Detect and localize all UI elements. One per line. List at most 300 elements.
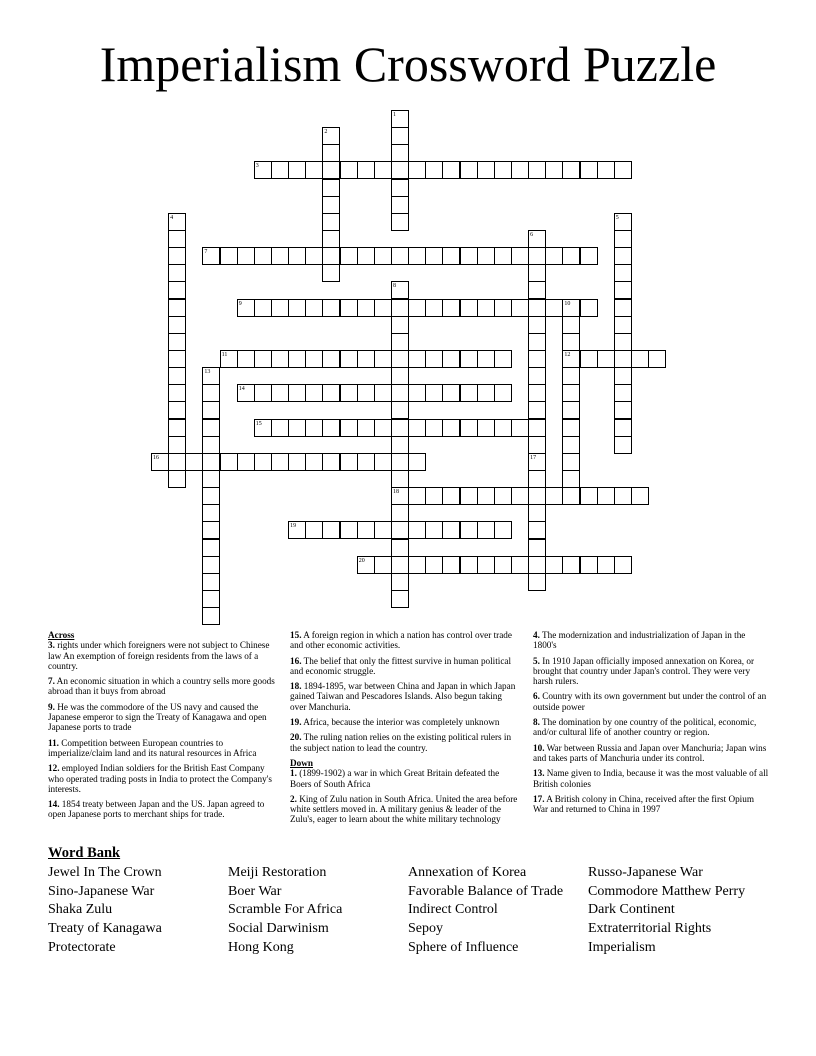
grid-cell[interactable]: [494, 384, 512, 402]
grid-cell[interactable]: [374, 521, 392, 539]
grid-cell[interactable]: [340, 521, 358, 539]
grid-cell[interactable]: [391, 384, 409, 402]
grid-cell[interactable]: [528, 453, 546, 471]
clues-column-3: [533, 630, 769, 819]
grid-cell[interactable]: [562, 247, 580, 265]
grid-cell[interactable]: [374, 453, 392, 471]
grid-cell[interactable]: [202, 419, 220, 437]
grid-cell[interactable]: [460, 487, 478, 505]
grid-cell[interactable]: [254, 350, 272, 368]
grid-cell[interactable]: [425, 384, 443, 402]
grid-cell[interactable]: [477, 384, 495, 402]
grid-cell[interactable]: [202, 436, 220, 454]
grid-cell[interactable]: [254, 247, 272, 265]
grid-cell[interactable]: [614, 367, 632, 385]
grid-cell[interactable]: [528, 281, 546, 299]
grid-cell[interactable]: [528, 401, 546, 419]
grid-cell[interactable]: [580, 556, 598, 574]
grid-cell[interactable]: [614, 556, 632, 574]
grid-cell[interactable]: [391, 127, 409, 145]
grid-cell[interactable]: [374, 161, 392, 179]
grid-cell[interactable]: [271, 384, 289, 402]
grid-cell[interactable]: [185, 453, 203, 471]
grid-cell[interactable]: [391, 367, 409, 385]
grid-cell[interactable]: [340, 419, 358, 437]
grid-cell[interactable]: [631, 350, 649, 368]
clue-across: [290, 681, 520, 712]
grid-cell[interactable]: [614, 487, 632, 505]
clue-down: [290, 794, 520, 825]
grid-cell[interactable]: [580, 161, 598, 179]
grid-cell[interactable]: [545, 299, 563, 317]
grid-cell[interactable]: [614, 213, 632, 231]
grid-cell[interactable]: [322, 350, 340, 368]
clue-number: 1.: [290, 768, 297, 779]
clue-down: [290, 768, 520, 789]
grid-cell[interactable]: [391, 213, 409, 231]
grid-cell[interactable]: [460, 161, 478, 179]
grid-cell[interactable]: [614, 350, 632, 368]
grid-cell[interactable]: [528, 350, 546, 368]
grid-cell[interactable]: [322, 196, 340, 214]
grid-cell[interactable]: [425, 556, 443, 574]
grid-cell[interactable]: [305, 247, 323, 265]
grid-cell[interactable]: [614, 281, 632, 299]
grid-cell[interactable]: [477, 161, 495, 179]
grid-cell[interactable]: [425, 419, 443, 437]
grid-cell[interactable]: [511, 247, 529, 265]
grid-cell[interactable]: [391, 161, 409, 179]
grid-cell[interactable]: [614, 247, 632, 265]
clue-text: He was the commodore of the US navy and caused the Japanese emperor to sign the Treaty of Kanagawa and open Japanese ports to trade: [48, 701, 267, 733]
grid-cell[interactable]: [511, 419, 529, 437]
grid-cell[interactable]: [288, 453, 306, 471]
grid-cell[interactable]: [340, 453, 358, 471]
grid-cell[interactable]: [305, 453, 323, 471]
grid-cell[interactable]: [357, 384, 375, 402]
grid-cell[interactable]: [202, 401, 220, 419]
grid-cell[interactable]: [220, 247, 238, 265]
grid-cell[interactable]: [494, 521, 512, 539]
grid-cell[interactable]: [597, 487, 615, 505]
grid-cell[interactable]: [460, 384, 478, 402]
grid-cell[interactable]: [425, 350, 443, 368]
grid-cell[interactable]: [562, 401, 580, 419]
grid-cell[interactable]: [528, 556, 546, 574]
grid-cell[interactable]: [442, 521, 460, 539]
grid-cell[interactable]: [322, 521, 340, 539]
grid-cell[interactable]: [391, 299, 409, 317]
grid-cell[interactable]: [340, 350, 358, 368]
grid-cell[interactable]: [357, 521, 375, 539]
grid-cell[interactable]: [305, 521, 323, 539]
grid-cell[interactable]: [288, 419, 306, 437]
grid-cell[interactable]: [477, 350, 495, 368]
grid-cell[interactable]: [168, 401, 186, 419]
grid-cell[interactable]: [357, 419, 375, 437]
grid-cell[interactable]: [374, 350, 392, 368]
grid-cell[interactable]: [528, 419, 546, 437]
grid-cell[interactable]: [425, 247, 443, 265]
grid-cell[interactable]: [220, 350, 238, 368]
grid-cell[interactable]: [528, 384, 546, 402]
grid-cell[interactable]: [168, 350, 186, 368]
grid-cell[interactable]: [322, 453, 340, 471]
grid-cell[interactable]: [391, 487, 409, 505]
grid-cell[interactable]: [202, 384, 220, 402]
grid-cell[interactable]: [220, 453, 238, 471]
grid-cell[interactable]: [271, 161, 289, 179]
word-bank-item: Russo-Japanese War: [588, 865, 703, 880]
grid-cell[interactable]: [322, 247, 340, 265]
grid-cell[interactable]: [168, 367, 186, 385]
grid-cell[interactable]: [614, 436, 632, 454]
grid-cell[interactable]: [511, 161, 529, 179]
grid-cell[interactable]: [357, 161, 375, 179]
grid-cell[interactable]: [305, 161, 323, 179]
grid-cell[interactable]: [374, 556, 392, 574]
grid-cell[interactable]: [425, 299, 443, 317]
grid-cell[interactable]: [202, 247, 220, 265]
clue-number: 8: [393, 283, 396, 290]
grid-cell[interactable]: [408, 161, 426, 179]
grid-cell[interactable]: [614, 161, 632, 179]
word-bank-item: Meiji Restoration: [228, 865, 327, 880]
grid-cell[interactable]: [562, 453, 580, 471]
grid-cell[interactable]: [391, 573, 409, 591]
grid-cell[interactable]: [391, 247, 409, 265]
grid-cell[interactable]: [442, 487, 460, 505]
grid-cell[interactable]: [322, 230, 340, 248]
grid-cell[interactable]: [408, 384, 426, 402]
word-bank-item: Sepoy: [408, 921, 443, 937]
grid-cell[interactable]: [477, 419, 495, 437]
grid-cell[interactable]: [460, 350, 478, 368]
grid-cell[interactable]: [477, 299, 495, 317]
grid-cell[interactable]: [648, 350, 666, 368]
grid-cell[interactable]: [511, 299, 529, 317]
grid-cell[interactable]: [305, 384, 323, 402]
grid-cell[interactable]: [562, 161, 580, 179]
grid-cell[interactable]: [322, 127, 340, 145]
grid-cell[interactable]: [202, 453, 220, 471]
grid-cell[interactable]: [528, 521, 546, 539]
grid-cell[interactable]: [528, 299, 546, 317]
grid-cell[interactable]: [202, 487, 220, 505]
grid-cell[interactable]: [271, 419, 289, 437]
grid-cell[interactable]: [168, 333, 186, 351]
clue-number: 19.: [290, 717, 302, 728]
grid-cell[interactable]: [528, 470, 546, 488]
grid-cell[interactable]: [494, 350, 512, 368]
grid-cell[interactable]: [408, 453, 426, 471]
grid-cell[interactable]: [545, 161, 563, 179]
clue-across: [290, 656, 520, 677]
grid-cell[interactable]: [254, 161, 272, 179]
grid-cell[interactable]: [340, 299, 358, 317]
grid-cell[interactable]: [562, 367, 580, 385]
grid-cell[interactable]: [391, 436, 409, 454]
grid-cell[interactable]: [237, 453, 255, 471]
grid-cell[interactable]: [460, 299, 478, 317]
clue-down: [533, 794, 769, 815]
grid-cell[interactable]: [202, 539, 220, 557]
clue-number: 12: [564, 352, 571, 358]
grid-cell[interactable]: [528, 573, 546, 591]
grid-cell[interactable]: [391, 333, 409, 351]
grid-cell[interactable]: [391, 590, 409, 608]
grid-cell[interactable]: [614, 384, 632, 402]
grid-cell[interactable]: [391, 556, 409, 574]
grid-cell[interactable]: [614, 419, 632, 437]
grid-cell[interactable]: [408, 350, 426, 368]
grid-cell[interactable]: [322, 213, 340, 231]
grid-cell[interactable]: [288, 161, 306, 179]
grid-cell[interactable]: [562, 419, 580, 437]
grid-cell[interactable]: [580, 247, 598, 265]
grid-cell[interactable]: [614, 316, 632, 334]
grid-cell[interactable]: [528, 539, 546, 557]
grid-cell[interactable]: [271, 247, 289, 265]
grid-cell[interactable]: [477, 487, 495, 505]
grid-cell[interactable]: [614, 264, 632, 282]
grid-cell[interactable]: [477, 556, 495, 574]
grid-cell[interactable]: [391, 110, 409, 128]
grid-cell[interactable]: [614, 333, 632, 351]
grid-cell[interactable]: [288, 299, 306, 317]
grid-cell[interactable]: [305, 350, 323, 368]
grid-cell[interactable]: [477, 247, 495, 265]
grid-cell[interactable]: [322, 179, 340, 197]
grid-cell[interactable]: [408, 521, 426, 539]
clue-text: rights under which foreigners were not subject to Chinese law An exemption of foreign residents from the laws of a country.: [48, 640, 270, 671]
grid-cell[interactable]: [391, 316, 409, 334]
grid-cell[interactable]: [528, 367, 546, 385]
grid-cell[interactable]: [614, 230, 632, 248]
clue-number: 5.: [533, 655, 540, 666]
grid-cell[interactable]: [288, 350, 306, 368]
grid-cell[interactable]: [202, 367, 220, 385]
grid-cell[interactable]: [168, 470, 186, 488]
grid-cell[interactable]: [442, 384, 460, 402]
grid-cell[interactable]: [254, 299, 272, 317]
grid-cell[interactable]: [322, 264, 340, 282]
grid-cell[interactable]: [168, 453, 186, 471]
grid-cell[interactable]: [168, 299, 186, 317]
grid-cell[interactable]: [494, 299, 512, 317]
grid-cell[interactable]: [168, 230, 186, 248]
grid-cell[interactable]: [494, 487, 512, 505]
grid-cell[interactable]: [580, 299, 598, 317]
grid-cell[interactable]: [528, 161, 546, 179]
grid-cell[interactable]: [340, 161, 358, 179]
grid-cell[interactable]: [580, 487, 598, 505]
clue-down: [533, 630, 769, 651]
grid-cell[interactable]: [168, 213, 186, 231]
grid-cell[interactable]: [528, 264, 546, 282]
clue-number: 13: [204, 369, 211, 376]
grid-cell[interactable]: [614, 299, 632, 317]
grid-cell[interactable]: [391, 470, 409, 488]
grid-cell[interactable]: [460, 247, 478, 265]
grid-cell[interactable]: [511, 487, 529, 505]
clue-text: A British colony in China, received after the first Opium War and returned to China in 1997: [533, 793, 754, 815]
grid-cell[interactable]: [580, 350, 598, 368]
grid-cell[interactable]: [597, 161, 615, 179]
grid-cell[interactable]: [528, 487, 546, 505]
grid-cell[interactable]: [408, 487, 426, 505]
grid-cell[interactable]: [374, 247, 392, 265]
grid-cell[interactable]: [528, 333, 546, 351]
grid-cell[interactable]: [168, 384, 186, 402]
grid-cell[interactable]: [322, 419, 340, 437]
grid-cell[interactable]: [374, 299, 392, 317]
grid-cell[interactable]: [528, 436, 546, 454]
grid-cell[interactable]: [202, 504, 220, 522]
grid-cell[interactable]: [562, 487, 580, 505]
grid-cell[interactable]: [202, 521, 220, 539]
grid-cell[interactable]: [374, 419, 392, 437]
grid-cell[interactable]: [202, 607, 220, 625]
grid-cell[interactable]: [357, 247, 375, 265]
grid-cell[interactable]: [528, 247, 546, 265]
grid-cell[interactable]: [340, 384, 358, 402]
grid-cell[interactable]: [460, 419, 478, 437]
grid-cell[interactable]: [357, 350, 375, 368]
grid-cell[interactable]: [322, 384, 340, 402]
grid-cell[interactable]: [460, 556, 478, 574]
clue-down: [533, 768, 769, 789]
grid-cell[interactable]: [442, 299, 460, 317]
grid-cell[interactable]: [357, 299, 375, 317]
grid-cell[interactable]: [408, 299, 426, 317]
grid-cell[interactable]: [237, 350, 255, 368]
grid-cell[interactable]: [391, 419, 409, 437]
grid-cell[interactable]: [254, 384, 272, 402]
clue-across: [48, 763, 282, 794]
grid-cell[interactable]: [391, 521, 409, 539]
grid-cell[interactable]: [528, 504, 546, 522]
grid-cell[interactable]: [271, 453, 289, 471]
grid-cell[interactable]: [237, 299, 255, 317]
grid-cell[interactable]: [254, 419, 272, 437]
grid-cell[interactable]: [288, 247, 306, 265]
clue-number: 4.: [533, 630, 540, 640]
grid-cell[interactable]: [460, 521, 478, 539]
clue-across: [48, 676, 282, 697]
grid-cell[interactable]: [391, 350, 409, 368]
grid-cell[interactable]: [202, 470, 220, 488]
grid-cell[interactable]: [425, 487, 443, 505]
grid-cell[interactable]: [562, 316, 580, 334]
grid-cell[interactable]: [562, 299, 580, 317]
grid-cell[interactable]: [614, 401, 632, 419]
grid-cell[interactable]: [357, 453, 375, 471]
grid-cell[interactable]: [391, 401, 409, 419]
grid-cell[interactable]: [391, 453, 409, 471]
grid-cell[interactable]: [494, 419, 512, 437]
grid-cell[interactable]: [237, 247, 255, 265]
clue-number: 17: [530, 454, 537, 461]
grid-cell[interactable]: [494, 247, 512, 265]
grid-cell[interactable]: [288, 521, 306, 539]
grid-cell[interactable]: [237, 384, 255, 402]
grid-cell[interactable]: [425, 161, 443, 179]
grid-cell[interactable]: [254, 453, 272, 471]
grid-cell[interactable]: [408, 556, 426, 574]
grid-cell[interactable]: [562, 556, 580, 574]
grid-cell[interactable]: [391, 539, 409, 557]
clue-number: 2: [324, 129, 328, 136]
grid-cell[interactable]: [425, 521, 443, 539]
grid-cell[interactable]: [442, 247, 460, 265]
clue-number: 20: [358, 557, 365, 564]
grid-cell[interactable]: [168, 247, 186, 265]
grid-cell[interactable]: [631, 487, 649, 505]
grid-cell[interactable]: [391, 179, 409, 197]
grid-cell[interactable]: [562, 470, 580, 488]
grid-cell[interactable]: [391, 196, 409, 214]
grid-cell[interactable]: [288, 384, 306, 402]
grid-cell[interactable]: [545, 487, 563, 505]
grid-cell[interactable]: [408, 419, 426, 437]
grid-cell[interactable]: [168, 436, 186, 454]
grid-cell[interactable]: [494, 161, 512, 179]
grid-cell[interactable]: [202, 590, 220, 608]
grid-cell[interactable]: [562, 436, 580, 454]
grid-cell[interactable]: [305, 419, 323, 437]
grid-cell[interactable]: [305, 299, 323, 317]
grid-cell[interactable]: [562, 350, 580, 368]
grid-cell[interactable]: [528, 316, 546, 334]
grid-cell[interactable]: [597, 350, 615, 368]
grid-cell[interactable]: [545, 556, 563, 574]
grid-cell[interactable]: [442, 419, 460, 437]
grid-cell[interactable]: [340, 247, 358, 265]
grid-cell[interactable]: [322, 144, 340, 162]
grid-cell[interactable]: [442, 161, 460, 179]
grid-cell[interactable]: [528, 230, 546, 248]
grid-cell[interactable]: [202, 573, 220, 591]
grid-cell[interactable]: [442, 350, 460, 368]
clues-column-1: [48, 630, 282, 825]
grid-cell[interactable]: [168, 316, 186, 334]
grid-cell[interactable]: [391, 144, 409, 162]
grid-cell[interactable]: [494, 556, 512, 574]
grid-cell[interactable]: [322, 299, 340, 317]
grid-cell[interactable]: [374, 384, 392, 402]
grid-cell[interactable]: [357, 556, 375, 574]
grid-cell[interactable]: [511, 556, 529, 574]
grid-cell[interactable]: [442, 556, 460, 574]
grid-cell[interactable]: [168, 281, 186, 299]
grid-cell[interactable]: [271, 299, 289, 317]
grid-cell[interactable]: [597, 556, 615, 574]
grid-cell[interactable]: [391, 281, 409, 299]
grid-cell[interactable]: [545, 247, 563, 265]
grid-cell[interactable]: [477, 521, 495, 539]
grid-cell[interactable]: [151, 453, 169, 471]
grid-cell[interactable]: [562, 384, 580, 402]
grid-cell[interactable]: [408, 247, 426, 265]
grid-cell[interactable]: [202, 556, 220, 574]
grid-cell[interactable]: [322, 161, 340, 179]
grid-cell[interactable]: [168, 419, 186, 437]
grid-cell[interactable]: [562, 333, 580, 351]
grid-cell[interactable]: [271, 350, 289, 368]
grid-cell[interactable]: [168, 264, 186, 282]
grid-cell[interactable]: [391, 504, 409, 522]
